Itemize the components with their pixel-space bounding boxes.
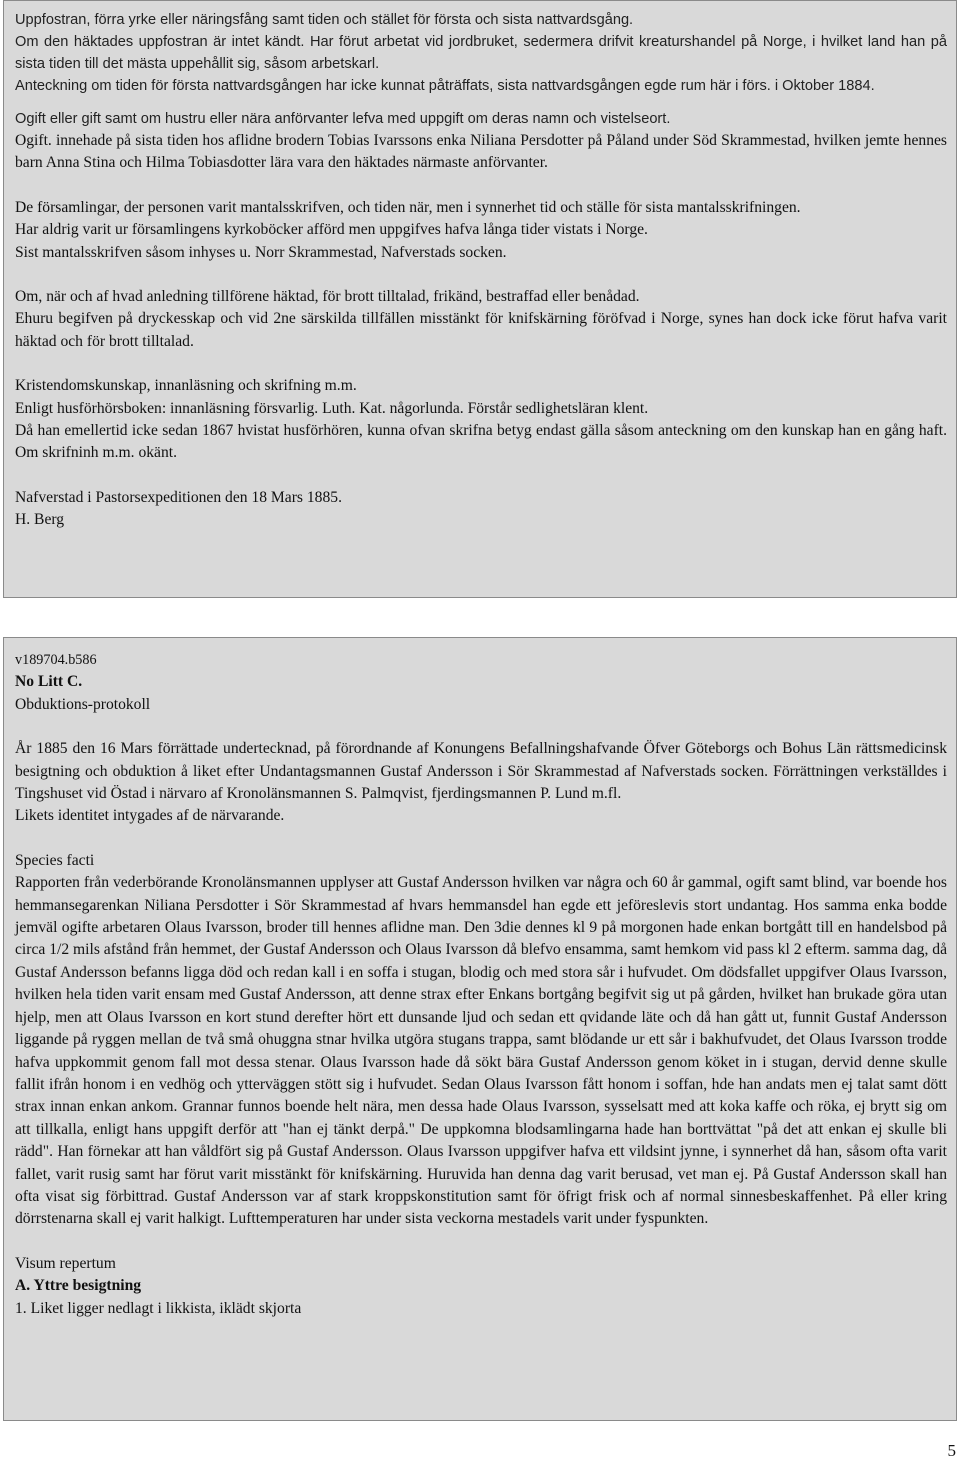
parish-record-serif-text — [15, 130, 947, 532]
signature: H. Berg — [15, 511, 65, 529]
upbringing-text: Om den häktades uppfostran är intet kändt. Har förut arbetat vid jordbruket, sedermera drifvit kreaturshandel på Norge, i hvilket land han på sista tiden till det mästa uppehållit sig, såsom arbetskarl. — [15, 34, 947, 72]
spacer — [15, 175, 947, 197]
communion-text: Anteckning om tiden för första nattvardsgången har icke kunnat påträffats, sista nattvardsgången egde rum här i förs. i Oktober 1884. — [15, 78, 875, 94]
parish-text-2: Sist mantalsskrifven såsom inhyses u. Norr Skrammestad, Nafverstads socken. — [15, 243, 507, 261]
upbringing-heading: Uppfostran, förra yrke eller näringsfång samt tiden och stället för första och sista nattvardsgång. — [15, 12, 634, 28]
family-heading: Ogift eller gift samt om hustru eller nära anförvanter lefva med uppgift om deras namn och vistelseort. — [15, 111, 671, 127]
prison-text: Ehuru begifven på dryckesskap och vid 2ne särskilda tillfällen misstänkt för knifskärning föröfvad i Norge, synes han dock icke förut hafva varit häktad och för brott tilltalad. — [15, 310, 947, 350]
reference-code: v189704.b586 — [15, 652, 97, 668]
knowledge-text-1: Enligt husförhörsboken: innanläsning försvarlig. Luth. Kat. någorlunda. Förstår sedlighetsläran klent. — [15, 399, 649, 417]
autopsy-record-box — [3, 637, 957, 1421]
page-number: 5 — [947, 1441, 956, 1460]
autopsy-record-text — [15, 649, 947, 1320]
spacer — [15, 97, 947, 108]
opening-paragraph: År 1885 den 16 Mars förrättade undertecknad, på förordnande af Konungens Befallningshafvande Öfver Göteborgs och Bohus Län rättsmedicinsk besigtning och obduktion å liket efter Undantagsmannen Gustaf Andersson i Sör Skrammestad af Nafverstads socken. Förrättningen verkställdes i Tingshuset vid Östad i närvaro af Kronolänsmannen S. Palmqvist, fjerdingsmannen P. Lund m.fl. — [15, 740, 947, 803]
parish-record-box — [3, 0, 957, 598]
parish-text-1: Har aldrig varit ur församlingens kyrkoböcker afförd men uppgifves hafva långa tider vistats i Norge. — [15, 221, 648, 239]
visum-repertum-heading: Visum repertum — [15, 1254, 116, 1272]
family-text: Ogift. innehade på sista tiden hos aflidne brodern Tobias Ivarssons enka Niliana Persdotter på Påland under Söd Skrammestad, hvilken jemte hennes barn Anna Stina och Hilma Tobiasdotter lära vara den häktades närmaste anförvanter. — [15, 132, 947, 172]
spacer — [15, 828, 947, 850]
spacer — [15, 465, 947, 487]
species-facti-heading: Species facti — [15, 851, 95, 869]
inspection-item-1: 1. Liket ligger nedlagt i likkista, iklädt skjorta — [15, 1299, 302, 1317]
knowledge-heading: Kristendomskunskap, innanläsning och skrifning m.m. — [15, 377, 357, 395]
parish-record-text — [15, 9, 947, 130]
place-date: Nafverstad i Pastorsexpeditionen den 18 Mars 1885. — [15, 488, 342, 506]
spacer — [15, 353, 947, 375]
prison-heading: Om, när och af hvad anledning tillförene häktad, för brott tilltalad, frikänd, bestraffad eller benådad. — [15, 288, 640, 306]
parish-heading: De församlingar, der personen varit mantalsskrifven, och tiden när, men i synnerhet tid och ställe för sista mantalsskrifningen. — [15, 198, 801, 216]
document-number: No Litt C. — [15, 673, 83, 691]
spacer — [15, 716, 947, 738]
species-facti-text: Rapporten från vederbörande Kronolänsmannen upplyser att Gustaf Andersson hvilken var några och 60 år gammal, ogift samt blind, var boende hos hemmansegarenkan Niliana Persdotter i Sör Skrammestad af hvars hemmansdel han egde ett jeföreslevis stort undantag. Hos samma enka bodde jemväl ogifte arbetaren Olaus Ivarsson, broder till hennes aflidne man. Den 3die dennes kl 9 på morgonen hade enkan bortgått till en handelsbod på circa 1/2 mils afstånd från hemmet, der Gustaf Andersson och Olaus Ivarsson då blefvo ensamma, samt hemkom vid pass kl 2 efterm. samma dag, då Gustaf Andersson befanns ligga död och redan kall i en soffa i stugan, blodig och med stora sår i hufvudet. Om dödsfallet uppgifver Olaus Ivarsson, hvilken hela tiden varit ensam med Gustaf Andersson, att denne strax efter Enkans bortgång begifvit sig ut på gården, hvilket han brukade göra utan hjelp, men att Olaus Ivarsson en kort stund derefter hört ett dunsande ljud och sedan ett qvidande läte och då han gått ut, funnit Gustaf Andersson liggande på ryggen mellan de två små ohuggna stnar hvilka utgöra stugans trappa, samt blödande ur ett sår i bakhufvudet, det Olaus Ivarsson trodde hafva uppkommit genom fall mot dessa stenar. Olaus Ivarsson hade då sökt bära Gustaf Andersson genom köket in i stugan, dervid denne skulle fallit ifrån honom i en vedhög och ytterväggen stött sig i hufvudet. Sedan Olaus Ivarsson fått honom i soffan, hde han andats men ej talat samt dött strax innan enkan ankom. Grannar funnos boende helt nära, men dessa hade Olaus Ivarsson, sysselsatt med att koka kaffe och röka, ej brytt sig om att tillkalla, enligt hans uppgift derför att "han ej tänkt derpå." De uppkomna blodsamlingarna hade han borttvättat "på det att enkan ej skulle bli rädd". Han förnekar att han våldfört sig på Gustaf Andersson. Olaus Ivarsson uppgifver hafva ett vildsint jynne, i synnerhet då han, såsom ofta varit fallet, varit rusig samt har förut varit misstänkt för knifskärning. Huruvida han denna dag varit berusad, vet man ej. På Gustaf Andersson skall han ofta visat sig förbittrad. Gustaf Andersson var af stark kroppskonstitution samt för öfrigt frisk och af normal sinnesbeskaffenhet. På eller kring dörrstenarna skall ej varit halkigt. Lufttemperaturen har under sista veckorna mestadels varit under fyspunkten. — [15, 874, 947, 1228]
external-inspection-heading: A. Yttre besigtning — [15, 1277, 142, 1295]
knowledge-text-2: Då han emellertid icke sedan 1867 hvistat husförhören, kunna ofvan skrifna betyg endast gälla såsom anteckning om den kunskap han en gång haft. Om skrifninh m.m. okänt. — [15, 422, 947, 462]
identity-statement: Likets identitet intygades af de närvarande. — [15, 807, 285, 825]
document-title: Obduktions-protokoll — [15, 695, 151, 713]
spacer — [15, 264, 947, 286]
spacer — [15, 1231, 947, 1253]
